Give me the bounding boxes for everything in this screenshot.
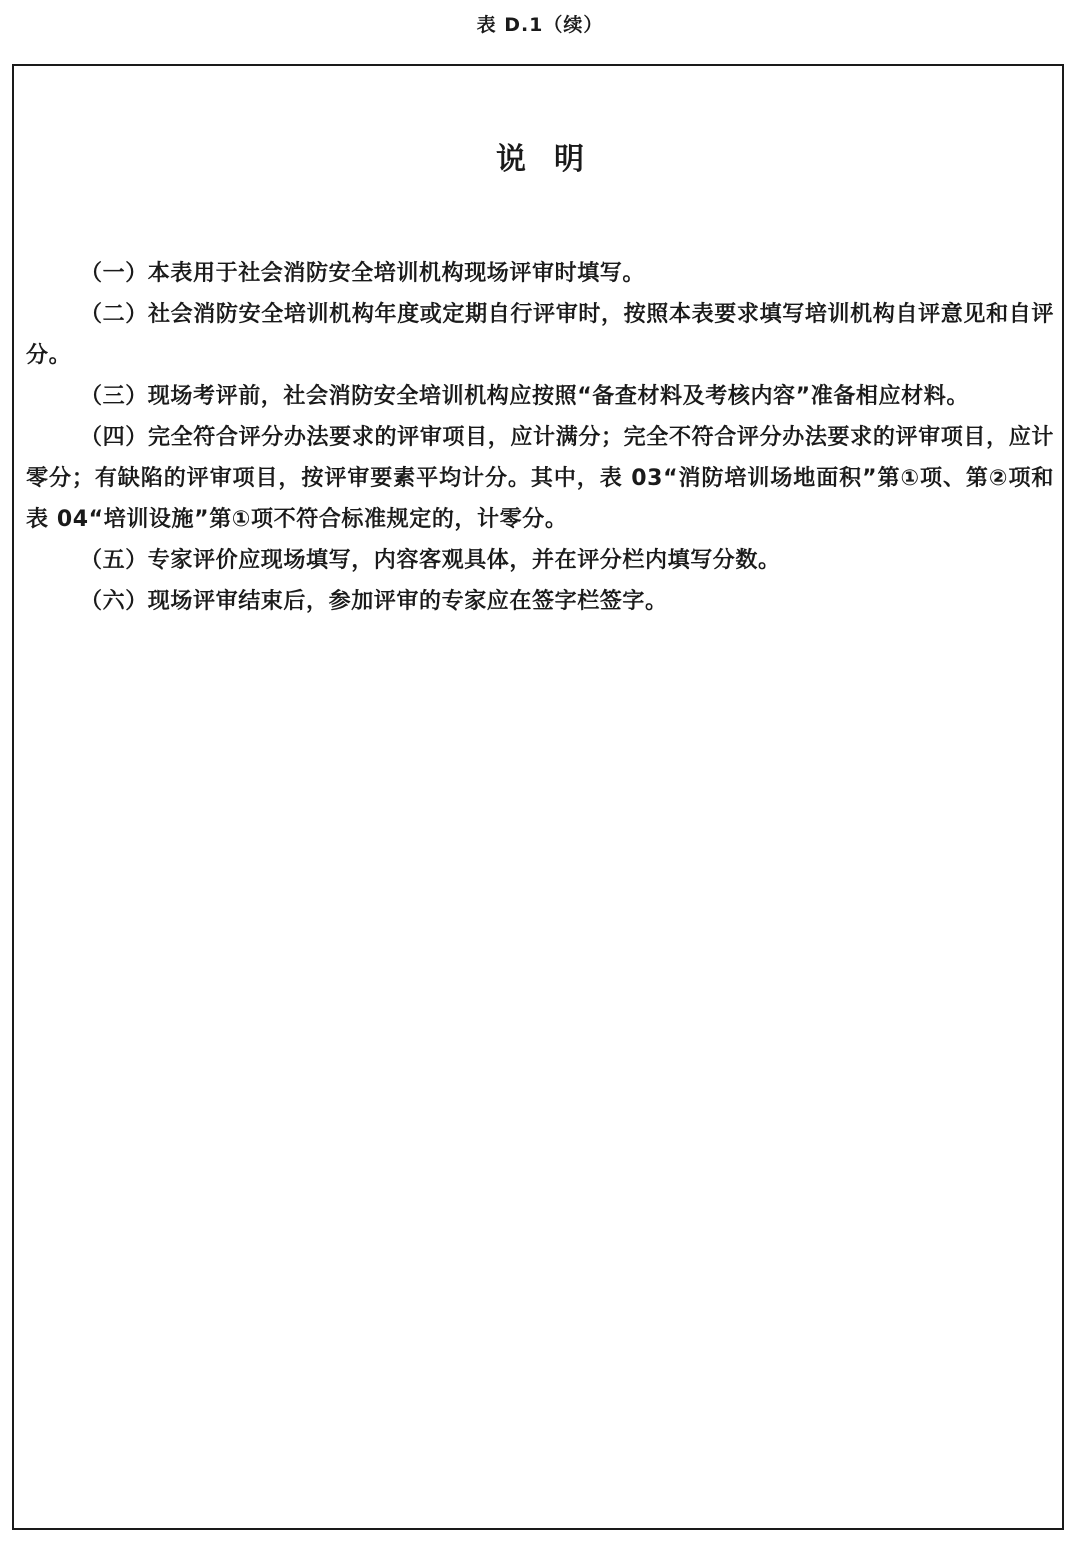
table-caption: 表 D.1（续） bbox=[476, 14, 604, 36]
section-title: 说明 bbox=[496, 142, 612, 177]
note-item-1: （一）本表用于社会消防安全培训机构现场评审时填写。 bbox=[80, 261, 646, 286]
note-item-4: （四）完全符合评分办法要求的评审项目，应计满分；完全不符合评分办法要求的评审项目，应计零分；有缺陷的评审项目，按评审要素平均计分。其中，表 03“消防培训场地面积”第①项、第②项和表 04“培训设施”第①项不符合标准规定的，计零分。 bbox=[26, 425, 1054, 532]
note-item-3: （三）现场考评前，社会消防安全培训机构应按照“备查材料及考核内容”准备相应材料。 bbox=[80, 384, 969, 409]
notes-list bbox=[26, 253, 1054, 622]
note-item-6: （六）现场评审结束后，参加评审的专家应在签字栏签字。 bbox=[80, 589, 668, 614]
note-item-2: （二）社会消防安全培训机构年度或定期自行评审时，按照本表要求填写培训机构自评意见和自评分。 bbox=[26, 302, 1054, 368]
note-item-5: （五）专家评价应现场填写，内容客观具体，并在评分栏内填写分数。 bbox=[80, 548, 781, 573]
